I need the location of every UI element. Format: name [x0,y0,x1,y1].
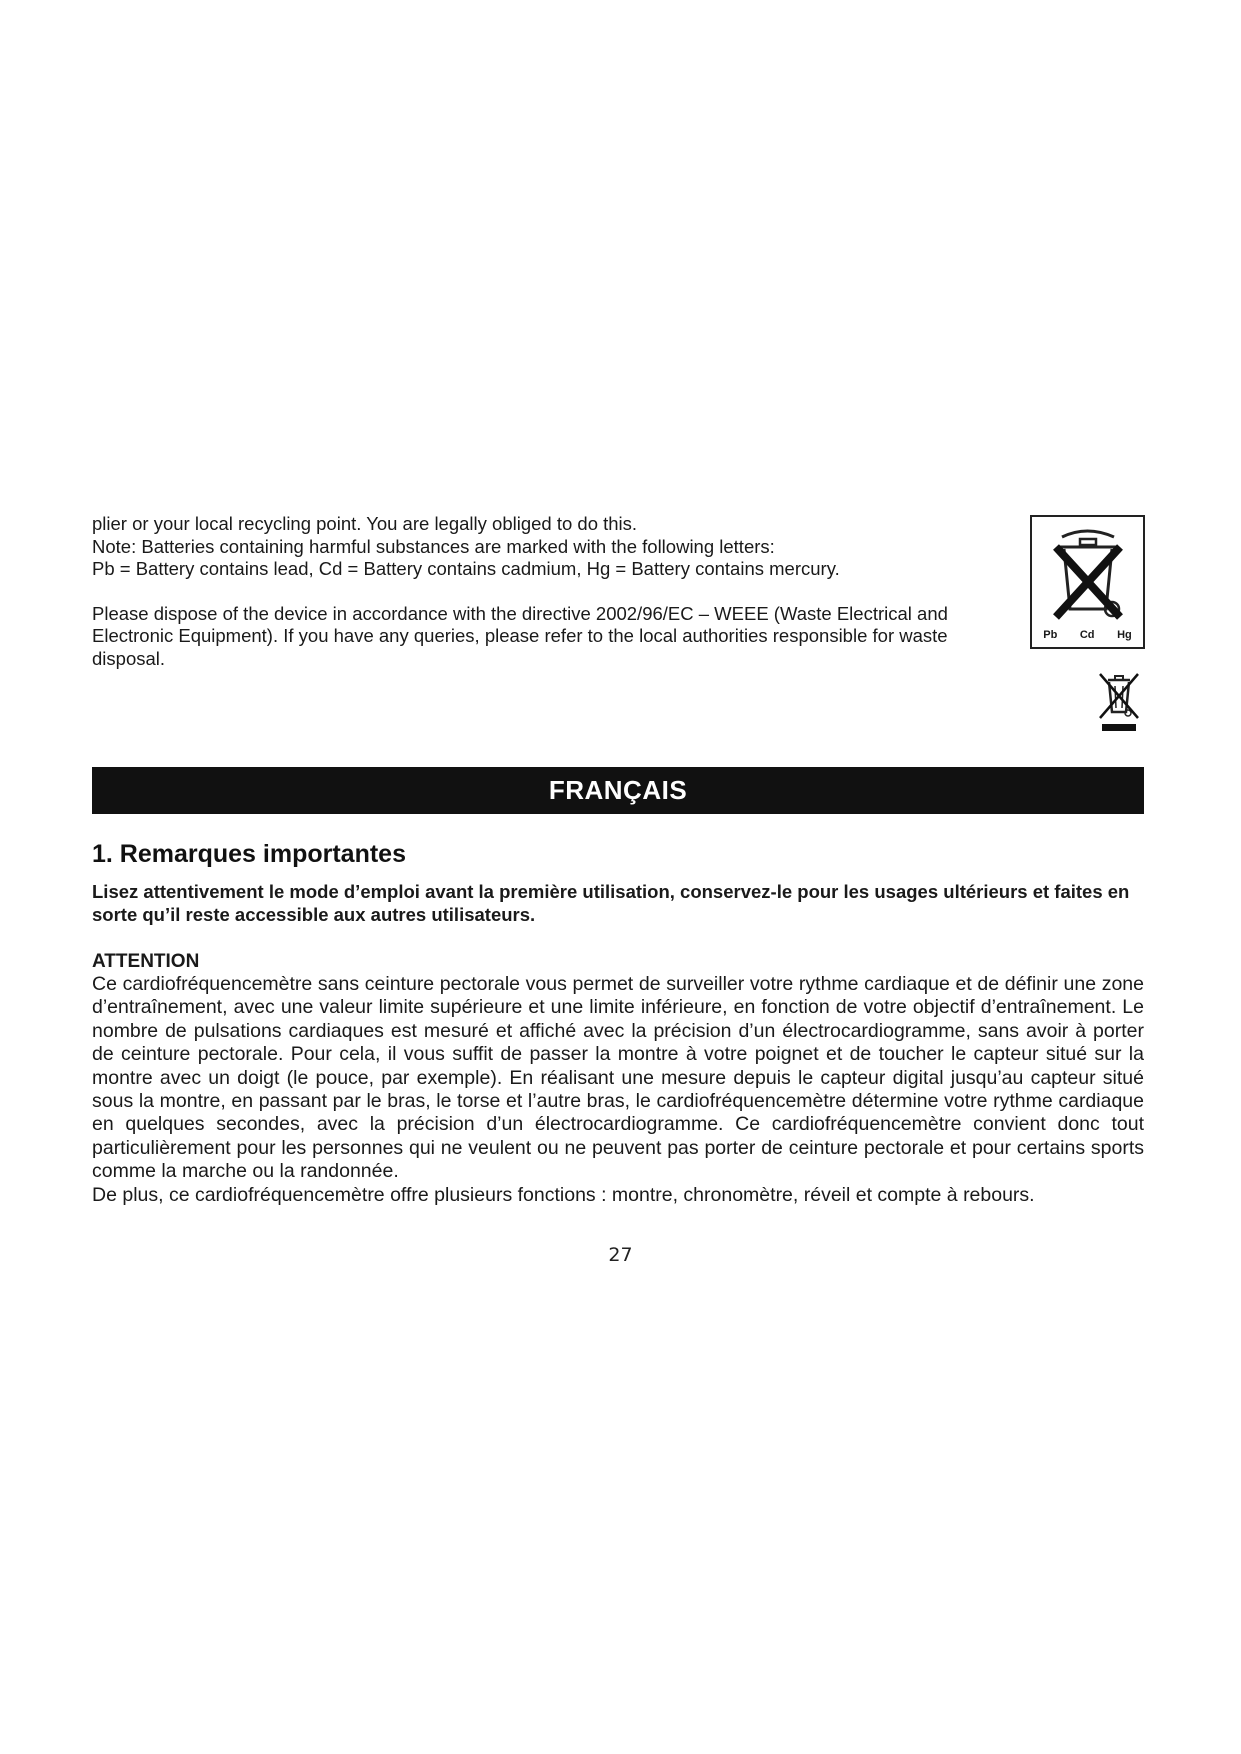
language-banner: FRANÇAIS [92,767,1144,814]
battery-letters-line: Pb = Battery contains lead, Cd = Battery contains cadmium, Hg = Battery contains mercury. [92,558,840,579]
english-disposal-section [92,513,1022,670]
battery-disposal-symbol [1030,515,1145,649]
functions-paragraph: De plus, ce cardiofréquencemètre offre plusieurs fonctions : montre, chronomètre, réveil et compte à rebours. [92,1183,1035,1206]
section-title: 1. Remarques importantes [92,840,406,868]
weee-disposal-paragraph: Please dispose of the device in accordance with the directive 2002/96/EC – WEEE (Waste Electrical and Electronic Equipment). If you have any queries, please refer to the local authorities responsible for waste disposal. [92,602,948,669]
intro-bold-text: Lisez attentivement le mode d’emploi avant la première utilisation, conservez-le pour les usages ultérieurs et faites en sorte qu’il reste accessible aux autres utilisateurs. [92,881,1130,925]
attention-paragraph: Ce cardiofréquencemètre sans ceinture pectorale vous permet de surveiller votre rythme cardiaque et de définir une zone d’entraînement, avec une valeur limite supérieure et une limite inférieure, en fonction de votre objectif d’entraînement. Le nombre de pulsations cardiaques est mesuré et affiché avec la précision d’un électrocardiogramme, sans avoir à porter de ceinture pectorale. Pour cela, il vous suffit de passer la montre à votre poignet et de toucher le capteur situé sur la montre avec un doigt (le pouce, par exemple). En réalisant une mesure depuis le capteur digital jusqu’au capteur situé sous la montre, en passant par le bras, le torse et l’autre bras, le cardiofréquencemètre détermine votre rythme cardiaque en quelques secondes, avec la précision d’un électrocardiogramme. Ce cardiofréquencemètre convient donc tout particulièrement pour les personnes qui ne veulent ou ne peuvent pas porter de ceinture pectorale et pour certains sports comme la marche ou la randonnée. [92,973,1144,1183]
lead-letter: Pb [1043,629,1058,641]
battery-note-line: Note: Batteries containing harmful substances are marked with the following letters: [92,535,775,557]
crossed-bin-icon [1032,517,1143,625]
french-section [92,838,1144,1207]
battery-letters [1032,629,1143,641]
recycling-line: plier or your local recycling point. You are legally obliged to do this. [92,513,638,534]
attention-heading: ATTENTION [92,951,200,972]
mercury-letter: Hg [1117,629,1132,641]
page-number: 27 [608,1244,633,1266]
weee-crossed-bin-icon [1094,670,1144,734]
cadmium-letter: Cd [1079,629,1095,641]
